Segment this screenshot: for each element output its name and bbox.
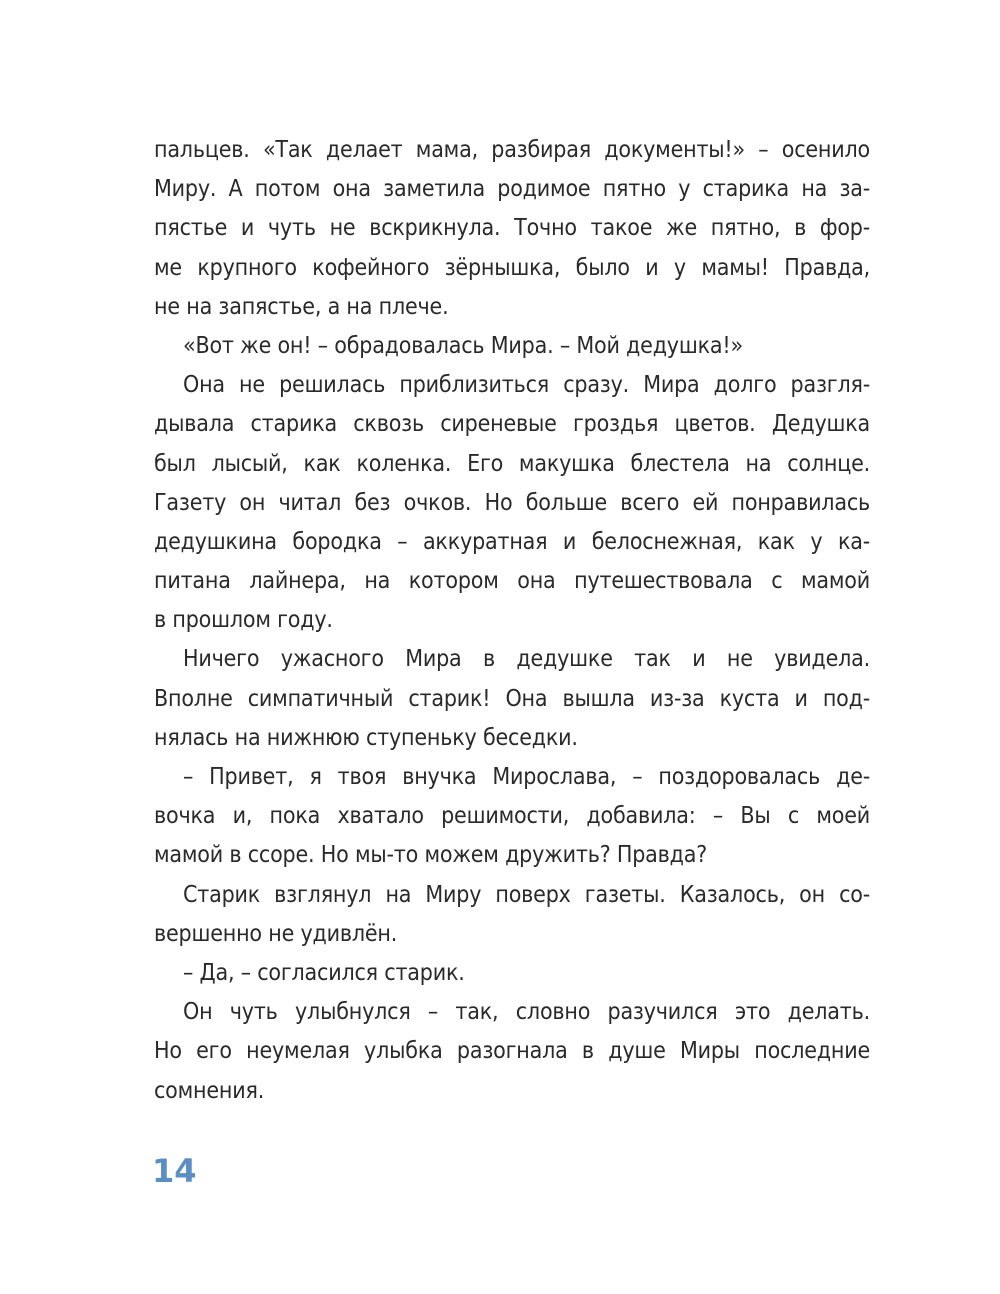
paragraph (154, 993, 870, 1111)
paragraph (154, 640, 870, 758)
text-line: мамой в ссоре. Но мы-то можем дружить? Правда? (154, 842, 707, 869)
text-line: Но его неумелая улыбка разогнала в душе Миры последние (154, 1038, 870, 1065)
text-line: – Привет, я твоя внучка Мирослава, – поздоровалась де- (183, 764, 870, 790)
text-line: – Да, – согласился старик. (183, 959, 465, 986)
page-number: 14 (152, 1152, 197, 1190)
text-line: «Вот же он! – обрадовалась Мира. – Мой дедушка!» (183, 332, 743, 359)
text-line: Газету он читал без очков. Но больше всего ей понравилась (154, 489, 870, 516)
text-line: вочка и, пока хватало решимости, добавила: – Вы с моей (154, 803, 870, 830)
paragraph (154, 758, 870, 876)
paragraph (154, 954, 870, 993)
text-line: не на запястье, а на плече. (154, 293, 449, 320)
text-line: Старик взглянул на Миру поверх газеты. Казалось, он со- (183, 881, 870, 908)
paragraph (154, 327, 870, 366)
text-line: сомнения. (154, 1077, 265, 1104)
paragraph (154, 366, 870, 640)
text-line: Миру. А потом она заметила родимое пятно у старика на за- (154, 176, 870, 203)
paragraph (154, 131, 870, 327)
text-line: ме крупного кофейного зёрнышка, было и у мамы! Правда, (154, 254, 870, 281)
text-line: был лысый, как коленка. Его макушка блестела на солнце. (154, 450, 870, 477)
text-line: пястье и чуть не вскрикнула. Точно такое же пятно, в фор- (154, 215, 870, 242)
text-line: пальцев. «Так делает мама, разбирая документы!» – осенило (154, 137, 870, 163)
text-line: дедушкина бородка – аккуратная и белоснежная, как у ка- (154, 528, 870, 555)
text-line: вершенно не удивлён. (154, 920, 398, 947)
text-line: дывала старика сквозь сиреневые гроздья цветов. Дедушка (154, 411, 870, 438)
paragraph (154, 876, 870, 954)
text-line: Ничего ужасного Мира в дедушке так и не увидела. (183, 646, 870, 673)
text-line: питана лайнера, на котором она путешествовала с мамой (154, 568, 870, 595)
text-line: Она не решилась приблизиться сразу. Мира долго разгля- (183, 372, 870, 399)
text-line: Вполне симпатичный старик! Она вышла из-за куста и под- (154, 685, 870, 712)
body-text (154, 131, 870, 1111)
text-line: нялась на нижнюю ступеньку беседки. (154, 724, 578, 751)
text-line: Он чуть улыбнулся – так, словно разучился это делать. (183, 999, 870, 1026)
text-line: в прошлом году. (154, 607, 333, 634)
